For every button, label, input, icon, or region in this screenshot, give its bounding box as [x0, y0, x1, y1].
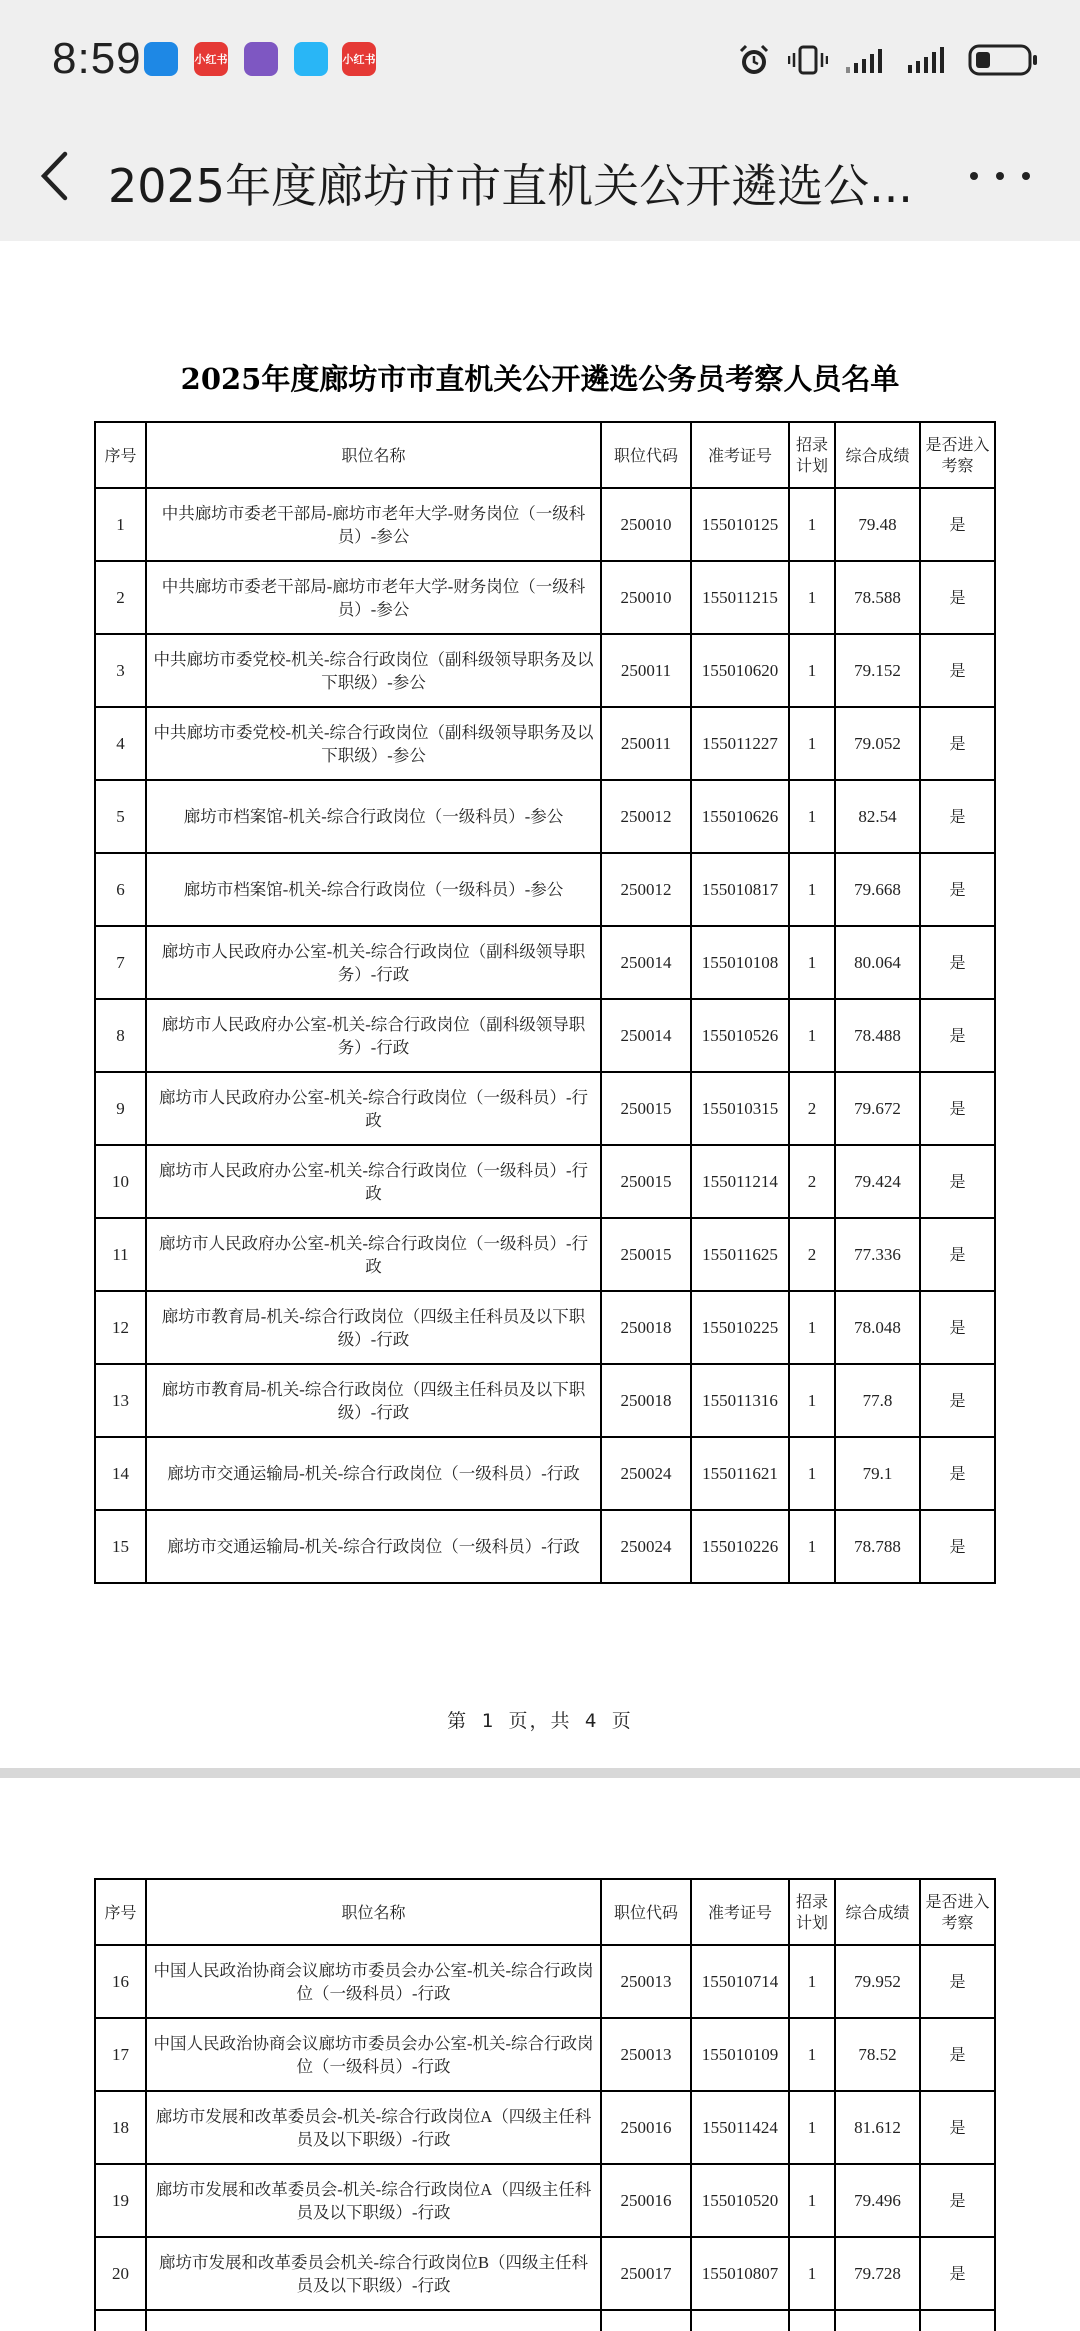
cell-plan: 1 [789, 634, 835, 707]
cell-score: 79.48 [835, 488, 920, 561]
cell-ticket: 155010225 [691, 1291, 789, 1364]
cell-seq: 1 [95, 488, 146, 561]
cell-plan: 1 [789, 2018, 835, 2091]
cell-ticket: 155011316 [691, 1364, 789, 1437]
cell-inspect: 是 [920, 488, 995, 561]
cell-inspect: 是 [920, 561, 995, 634]
cell-plan: 1 [789, 2237, 835, 2310]
cell-position: 中国人民政治协商会议廊坊市委员会办公室-机关-综合行政岗位（一级科员）-行政 [146, 2018, 601, 2091]
cell-code: 250011 [601, 634, 691, 707]
cell-inspect: 是 [920, 1218, 995, 1291]
cell-score: 79.672 [835, 1072, 920, 1145]
cell-code: 250013 [601, 1945, 691, 2018]
document-page-2 [0, 1778, 1080, 2331]
top-bar [0, 0, 1080, 241]
cell-score: 82.54 [835, 780, 920, 853]
header-plan: 招录计划 [789, 422, 835, 488]
header-code: 职位代码 [601, 1879, 691, 1945]
cell-ticket: 155010817 [691, 853, 789, 926]
cell-plan: 2 [789, 1072, 835, 1145]
cell-ticket: 155011625 [691, 1218, 789, 1291]
document-page-1 [0, 241, 1080, 1768]
cell-score: 79.668 [835, 853, 920, 926]
cell-inspect: 是 [920, 999, 995, 1072]
cell-code: 250010 [601, 488, 691, 561]
xiaohongshu-icon: 小红书 [342, 42, 376, 76]
status-icons [736, 40, 1040, 80]
cell-score [835, 2310, 920, 2331]
cell-score: 77.8 [835, 1364, 920, 1437]
cell-seq: 6 [95, 853, 146, 926]
cell-ticket: 155010807 [691, 2237, 789, 2310]
cell-seq: 18 [95, 2091, 146, 2164]
cell-plan: 1 [789, 1945, 835, 2018]
table-row [95, 2164, 995, 2237]
cell-score: 79.496 [835, 2164, 920, 2237]
cell-ticket: 155010315 [691, 1072, 789, 1145]
cell-plan: 1 [789, 2091, 835, 2164]
table-row [95, 1510, 995, 1583]
cell-seq [95, 2310, 146, 2331]
table-row [95, 488, 995, 561]
cell-code: 250024 [601, 1510, 691, 1583]
header-seq: 序号 [95, 422, 146, 488]
cell-seq: 16 [95, 1945, 146, 2018]
status-bar [0, 0, 1080, 120]
cell-seq: 7 [95, 926, 146, 999]
cell-score: 78.788 [835, 1510, 920, 1583]
header-ticket: 准考证号 [691, 1879, 789, 1945]
cell-ticket: 155010109 [691, 2018, 789, 2091]
cell-position: 中国人民政治协商会议廊坊市委员会办公室-机关-综合行政岗位（一级科员）-行政 [146, 1945, 601, 2018]
cell-seq: 20 [95, 2237, 146, 2310]
cell-inspect: 是 [920, 707, 995, 780]
table-row [95, 1945, 995, 2018]
table-row [95, 2018, 995, 2091]
cell-plan: 1 [789, 2164, 835, 2237]
cell-seq: 15 [95, 1510, 146, 1583]
cell-plan: 1 [789, 488, 835, 561]
cell-plan: 1 [789, 926, 835, 999]
cell-seq: 3 [95, 634, 146, 707]
cell-position: 中共廊坊市委党校-机关-综合行政岗位（副科级领导职务及以下职级）-参公 [146, 634, 601, 707]
header-position: 职位名称 [146, 1879, 601, 1945]
cell-seq: 19 [95, 2164, 146, 2237]
cell-score: 78.488 [835, 999, 920, 1072]
cell-seq: 2 [95, 561, 146, 634]
app-blue-icon [144, 42, 178, 76]
cell-code: 250016 [601, 2091, 691, 2164]
cell-position: 廊坊市人民政府办公室-机关-综合行政岗位（一级科员）-行政 [146, 1218, 601, 1291]
cell-code: 250024 [601, 1437, 691, 1510]
cell-score: 79.152 [835, 634, 920, 707]
cell-ticket: 155010520 [691, 2164, 789, 2237]
cell-inspect: 是 [920, 1945, 995, 2018]
table-row [95, 780, 995, 853]
cell-position: 廊坊市档案馆-机关-综合行政岗位（一级科员）-参公 [146, 780, 601, 853]
table-row [95, 2091, 995, 2164]
cell-inspect [920, 2310, 995, 2331]
back-button[interactable] [28, 146, 80, 206]
cell-position: 廊坊市交通运输局-机关-综合行政岗位（一级科员）-行政 [146, 1437, 601, 1510]
cell-inspect: 是 [920, 1510, 995, 1583]
page-title: 2025年度廊坊市市直机关公开遴选公... [108, 159, 913, 213]
cell-ticket: 155010714 [691, 1945, 789, 2018]
cell-inspect: 是 [920, 634, 995, 707]
cell-position: 廊坊市教育局-机关-综合行政岗位（四级主任科员及以下职级）-行政 [146, 1364, 601, 1437]
cell-code: 250012 [601, 853, 691, 926]
table-row [95, 999, 995, 1072]
header-score: 综合成绩 [835, 1879, 920, 1945]
table-row [95, 561, 995, 634]
cell-seq: 5 [95, 780, 146, 853]
cell-inspect: 是 [920, 1364, 995, 1437]
cell-ticket: 155010526 [691, 999, 789, 1072]
cell-ticket: 155011621 [691, 1437, 789, 1510]
cell-seq: 11 [95, 1218, 146, 1291]
table-row [95, 1072, 995, 1145]
table-row [95, 853, 995, 926]
cell-seq: 12 [95, 1291, 146, 1364]
cell-ticket: 155010626 [691, 780, 789, 853]
cell-plan: 1 [789, 1510, 835, 1583]
cell-plan: 1 [789, 707, 835, 780]
table-header-row [95, 1879, 995, 1945]
cell-code: 250015 [601, 1218, 691, 1291]
cell-score: 79.424 [835, 1145, 920, 1218]
roster-table [94, 421, 996, 1584]
more-button[interactable] [970, 156, 1030, 196]
cell-position: 廊坊市发展和改革委员会机关-综合行政岗位B（四级主任科员及以下职级）-行政 [146, 2237, 601, 2310]
table-row [95, 2310, 995, 2331]
page-separator [0, 1768, 1080, 1778]
cell-position: 廊坊市人民政府办公室-机关-综合行政岗位（一级科员）-行政 [146, 1072, 601, 1145]
signal-icon [906, 45, 952, 75]
page-footer: 第 1 页，共 4 页 [447, 1710, 633, 1732]
cell-code: 250013 [601, 2018, 691, 2091]
cell-code: 250012 [601, 780, 691, 853]
cell-code: 250016 [601, 2164, 691, 2237]
header-seq: 序号 [95, 1879, 146, 1945]
table-row [95, 1364, 995, 1437]
cell-ticket [691, 2310, 789, 2331]
cell-code: 250018 [601, 1291, 691, 1364]
cell-ticket: 155010125 [691, 488, 789, 561]
table-row [95, 1145, 995, 1218]
cell-plan: 1 [789, 1364, 835, 1437]
cell-position: 廊坊市档案馆-机关-综合行政岗位（一级科员）-参公 [146, 853, 601, 926]
document-title: 2025年度廊坊市市直机关公开遴选公务员考察人员名单 [180, 362, 900, 396]
header-score: 综合成绩 [835, 422, 920, 488]
cell-score: 81.612 [835, 2091, 920, 2164]
cell-code: 250014 [601, 999, 691, 1072]
cell-seq: 8 [95, 999, 146, 1072]
cell-ticket: 155011215 [691, 561, 789, 634]
cell-ticket: 155011214 [691, 1145, 789, 1218]
cell-ticket: 155010108 [691, 926, 789, 999]
cell-inspect: 是 [920, 1291, 995, 1364]
cell-inspect: 是 [920, 926, 995, 999]
cell-plan: 1 [789, 1291, 835, 1364]
cell-position: 廊坊市发展和改革委员会-机关-综合行政岗位A（四级主任科员及以下职级）-行政 [146, 2164, 601, 2237]
cell-score: 79.952 [835, 1945, 920, 2018]
cell-position: 廊坊市发展和改革委员会-机关-综合行政岗位A（四级主任科员及以下职级）-行政 [146, 2091, 601, 2164]
cell-seq: 17 [95, 2018, 146, 2091]
cell-position: 廊坊市交通运输局-机关-综合行政岗位（一级科员）-行政 [146, 1510, 601, 1583]
cell-score: 78.52 [835, 2018, 920, 2091]
more-dot [970, 172, 978, 180]
cell-inspect: 是 [920, 1072, 995, 1145]
cell-code: 250018 [601, 1364, 691, 1437]
table-header-row [95, 422, 995, 488]
cell-inspect: 是 [920, 2237, 995, 2310]
cell-plan: 1 [789, 561, 835, 634]
cell-plan [789, 2310, 835, 2331]
cell-plan: 2 [789, 1145, 835, 1218]
table-row [95, 926, 995, 999]
alarm-icon [736, 42, 772, 78]
vibrate-icon [788, 43, 828, 77]
more-dot [1022, 172, 1030, 180]
cell-score: 79.052 [835, 707, 920, 780]
cell-score: 79.728 [835, 2237, 920, 2310]
signal-icon [844, 45, 890, 75]
cell-code: 250014 [601, 926, 691, 999]
battery-icon [968, 43, 1040, 77]
table-row [95, 1218, 995, 1291]
cell-plan: 1 [789, 780, 835, 853]
cell-position: 廊坊市人民政府办公室-机关-综合行政岗位（副科级领导职务）-行政 [146, 999, 601, 1072]
cell-ticket: 155010226 [691, 1510, 789, 1583]
cell-code: 250011 [601, 707, 691, 780]
header-inspect: 是否进入考察 [920, 422, 995, 488]
cell-ticket: 155011424 [691, 2091, 789, 2164]
cell-score: 80.064 [835, 926, 920, 999]
cell-plan: 1 [789, 1437, 835, 1510]
header-position: 职位名称 [146, 422, 601, 488]
roster-table [94, 1878, 996, 2331]
cell-seq: 14 [95, 1437, 146, 1510]
cell-seq: 4 [95, 707, 146, 780]
xiaohongshu-icon: 小红书 [194, 42, 228, 76]
app-cloud-icon [294, 42, 328, 76]
cell-score: 78.048 [835, 1291, 920, 1364]
cell-inspect: 是 [920, 853, 995, 926]
cell-position: 廊坊市人民政府办公室-机关-综合行政岗位（副科级领导职务）-行政 [146, 926, 601, 999]
cell-seq: 13 [95, 1364, 146, 1437]
table-row [95, 1291, 995, 1364]
cell-ticket: 155010620 [691, 634, 789, 707]
cell-code: 250010 [601, 561, 691, 634]
cell-plan: 2 [789, 1218, 835, 1291]
cell-seq: 10 [95, 1145, 146, 1218]
table-row [95, 2237, 995, 2310]
table-row [95, 634, 995, 707]
cell-plan: 1 [789, 999, 835, 1072]
cell-code: 250017 [601, 2237, 691, 2310]
header-inspect: 是否进入考察 [920, 1879, 995, 1945]
cell-position: 廊坊市教育局-机关-综合行政岗位（四级主任科员及以下职级）-行政 [146, 1291, 601, 1364]
table-row [95, 707, 995, 780]
cell-inspect: 是 [920, 1437, 995, 1510]
cell-position: 中共廊坊市委老干部局-廊坊市老年大学-财务岗位（一级科员）-参公 [146, 561, 601, 634]
cell-inspect: 是 [920, 2018, 995, 2091]
cell-score: 79.1 [835, 1437, 920, 1510]
cell-score: 77.336 [835, 1218, 920, 1291]
header-ticket: 准考证号 [691, 422, 789, 488]
cell-code: 250015 [601, 1072, 691, 1145]
cell-position: 廊坊市人民政府办公室-机关-综合行政岗位（一级科员）-行政 [146, 1145, 601, 1218]
more-dot [996, 172, 1004, 180]
chevron-left-icon [39, 151, 69, 201]
cell-seq: 9 [95, 1072, 146, 1145]
cell-plan: 1 [789, 853, 835, 926]
app-bar [0, 120, 1080, 241]
header-code: 职位代码 [601, 422, 691, 488]
status-time: 8:59 [52, 34, 142, 83]
cell-position [146, 2310, 601, 2331]
cell-code: 250015 [601, 1145, 691, 1218]
header-plan: 招录计划 [789, 1879, 835, 1945]
cell-ticket: 155011227 [691, 707, 789, 780]
app-colorful-icon [244, 42, 278, 76]
table-row [95, 1437, 995, 1510]
cell-code [601, 2310, 691, 2331]
cell-inspect: 是 [920, 2091, 995, 2164]
cell-position: 中共廊坊市委老干部局-廊坊市老年大学-财务岗位（一级科员）-参公 [146, 488, 601, 561]
cell-inspect: 是 [920, 1145, 995, 1218]
cell-position: 中共廊坊市委党校-机关-综合行政岗位（副科级领导职务及以下职级）-参公 [146, 707, 601, 780]
cell-inspect: 是 [920, 780, 995, 853]
cell-score: 78.588 [835, 561, 920, 634]
cell-inspect: 是 [920, 2164, 995, 2237]
